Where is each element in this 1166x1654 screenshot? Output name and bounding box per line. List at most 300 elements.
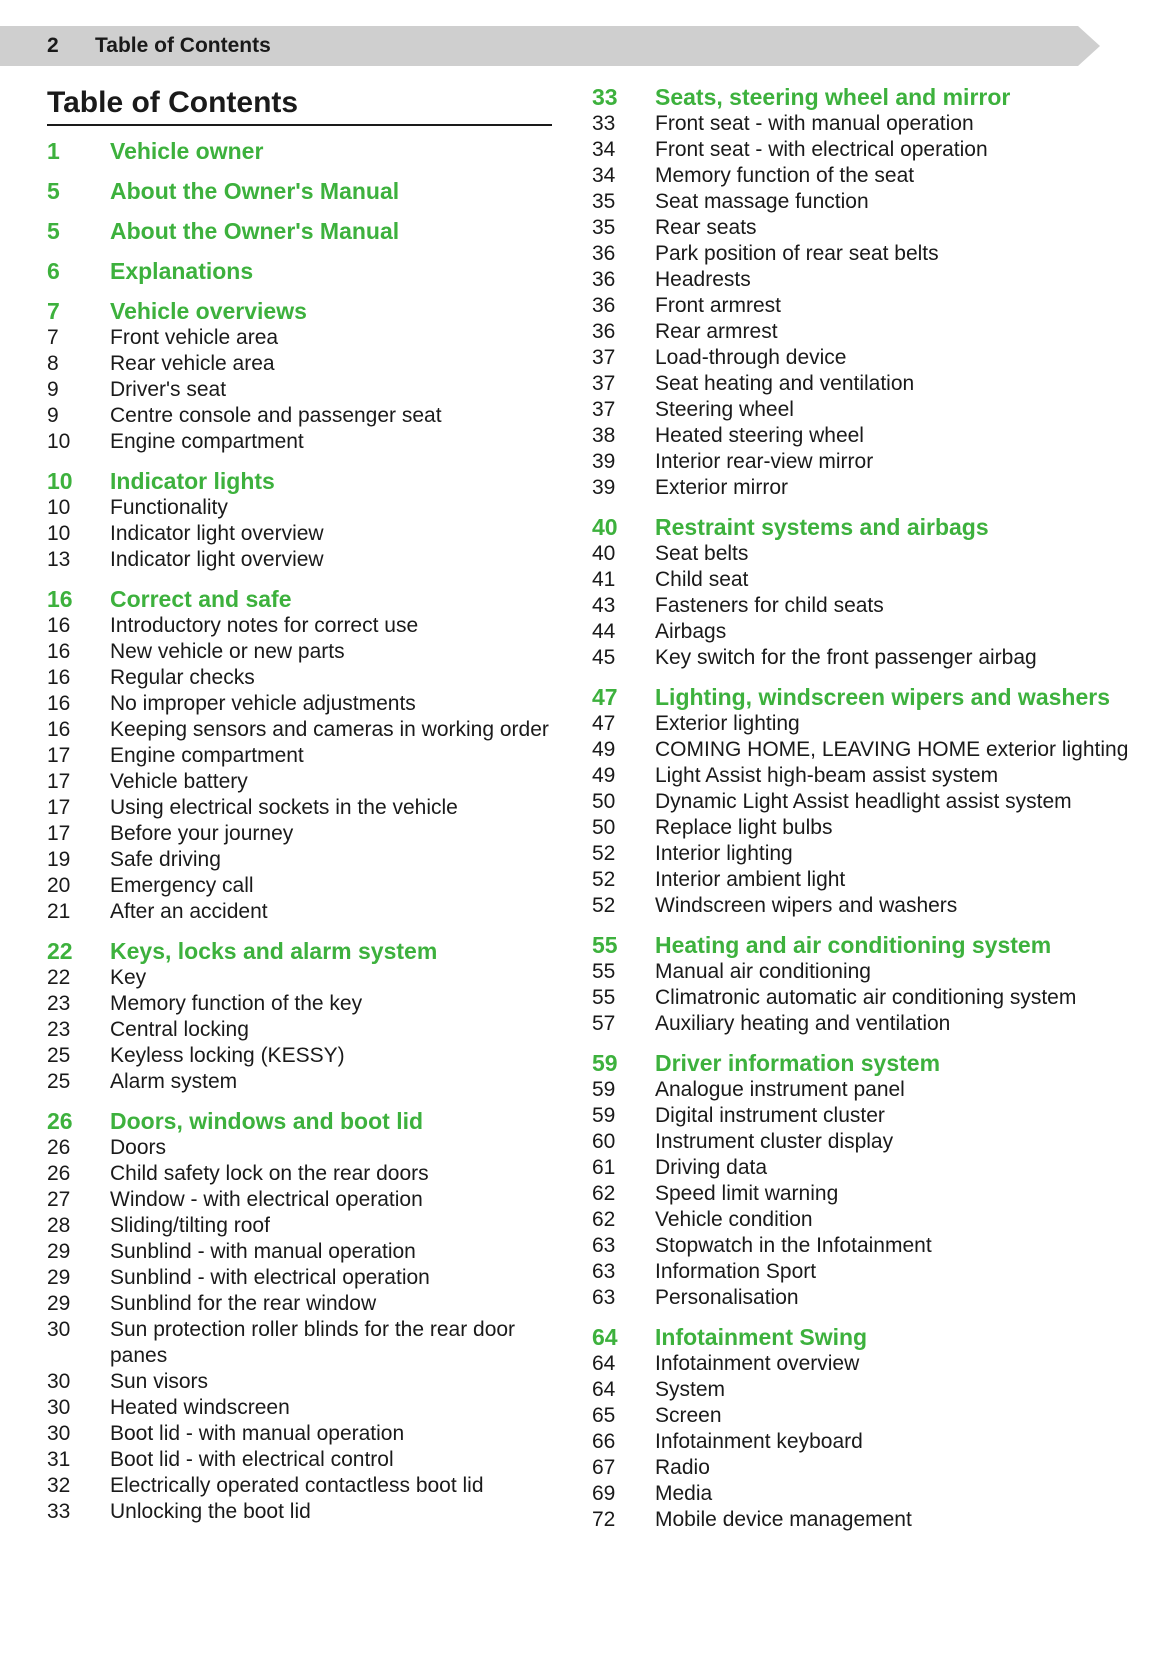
toc-entry[interactable] <box>592 959 1132 985</box>
section-page-number: 47 <box>592 684 618 710</box>
toc-entry[interactable] <box>47 613 557 639</box>
entry-title: Alarm system <box>110 1070 238 1093</box>
entry-page-number: 10 <box>47 496 71 519</box>
entry-title: Centre console and passenger seat <box>110 404 442 427</box>
entry-page-number: 40 <box>592 542 616 565</box>
entry-title: Window - with electrical operation <box>110 1188 423 1211</box>
toc-section <box>592 1049 1132 1311</box>
toc-section <box>47 585 557 925</box>
page-title: Table of Contents <box>47 86 299 119</box>
toc-entry[interactable] <box>47 795 557 821</box>
entry-page-number: 55 <box>592 960 616 983</box>
entry-page-number: 8 <box>47 352 59 375</box>
entry-page-number: 26 <box>47 1162 71 1185</box>
toc-section <box>592 931 1132 1037</box>
entry-title: Heated steering wheel <box>655 424 864 447</box>
toc-left-column <box>47 137 557 1525</box>
header-page-number: 2 <box>47 34 59 57</box>
toc-entry[interactable] <box>592 1259 1132 1285</box>
entry-title: Media <box>655 1482 713 1505</box>
section-title: Infotainment Swing <box>655 1324 868 1350</box>
entry-page-number: 30 <box>47 1318 71 1341</box>
entry-page-number: 50 <box>592 816 616 839</box>
toc-entry[interactable] <box>592 449 1132 475</box>
toc-entry[interactable] <box>592 789 1132 815</box>
entry-title: Sun protection roller blinds for the rear door panes <box>110 1318 516 1367</box>
entry-page-number: 16 <box>47 640 71 663</box>
toc-entry[interactable] <box>47 1473 557 1499</box>
entry-title: Using electrical sockets in the vehicle <box>110 796 458 819</box>
entry-title: Functionality <box>110 496 228 519</box>
entry-title: Introductory notes for correct use <box>110 614 419 637</box>
header-title: Table of Contents <box>95 34 271 57</box>
toc-entry[interactable] <box>47 873 557 899</box>
toc-entry[interactable] <box>47 899 557 925</box>
entry-page-number: 39 <box>592 476 616 499</box>
entry-page-number: 65 <box>592 1404 616 1427</box>
entry-page-number: 66 <box>592 1430 616 1453</box>
toc-entry[interactable] <box>592 567 1132 593</box>
section-title: Explanations <box>110 258 254 284</box>
toc-entry[interactable] <box>47 377 557 403</box>
entry-title: Engine compartment <box>110 430 304 453</box>
entry-title: Safe driving <box>110 848 221 871</box>
entry-page-number: 32 <box>47 1474 71 1497</box>
toc-section-heading[interactable] <box>592 83 1132 111</box>
entry-page-number: 43 <box>592 594 616 617</box>
entry-title: Child safety lock on the rear doors <box>110 1162 429 1185</box>
entry-title: Driver's seat <box>110 378 227 401</box>
entry-title: Infotainment keyboard <box>655 1430 863 1453</box>
entry-title: Seat massage function <box>655 190 869 213</box>
entry-page-number: 26 <box>47 1136 71 1159</box>
toc-section-heading[interactable] <box>47 467 557 495</box>
toc-entry[interactable] <box>47 1017 557 1043</box>
section-title: About the Owner's Manual <box>110 178 400 204</box>
toc-entry[interactable] <box>592 985 1132 1011</box>
entry-title: Radio <box>655 1456 710 1479</box>
toc-entry[interactable] <box>47 965 557 991</box>
toc-entry[interactable] <box>592 893 1132 919</box>
entry-page-number: 25 <box>47 1070 71 1093</box>
toc-entry[interactable] <box>592 867 1132 893</box>
entry-page-number: 36 <box>592 268 616 291</box>
entry-title: Digital instrument cluster <box>655 1104 885 1127</box>
entry-title: Mobile device management <box>655 1508 912 1531</box>
entry-page-number: 49 <box>592 764 616 787</box>
entry-page-number: 34 <box>592 164 616 187</box>
toc-entry[interactable] <box>47 769 557 795</box>
toc-entry[interactable] <box>47 1291 557 1317</box>
entry-title: New vehicle or new parts <box>110 640 345 663</box>
section-title: Keys, locks and alarm system <box>110 938 438 964</box>
section-page-number: 55 <box>592 932 618 958</box>
entry-title: Emergency call <box>110 874 254 897</box>
toc-entry[interactable] <box>592 1181 1132 1207</box>
toc-section-heading[interactable] <box>47 217 557 245</box>
toc-section-heading[interactable] <box>47 585 557 613</box>
toc-entry[interactable] <box>47 639 557 665</box>
section-page-number: 1 <box>47 138 60 164</box>
toc-entry[interactable] <box>47 521 557 547</box>
entry-title: Rear seats <box>655 216 757 239</box>
toc-right-column <box>592 83 1132 1533</box>
entry-page-number: 69 <box>592 1482 616 1505</box>
toc-entry[interactable] <box>592 293 1132 319</box>
entry-page-number: 10 <box>47 522 71 545</box>
toc-section <box>47 217 557 245</box>
section-page-number: 40 <box>592 514 618 540</box>
entry-page-number: 10 <box>47 430 71 453</box>
entry-title: Unlocking the boot lid <box>110 1500 311 1523</box>
entry-page-number: 67 <box>592 1456 616 1479</box>
toc-entry[interactable] <box>47 1395 557 1421</box>
title-divider <box>47 124 552 126</box>
toc-entry[interactable] <box>47 403 557 429</box>
entry-page-number: 39 <box>592 450 616 473</box>
entry-title: Front armrest <box>655 294 782 317</box>
entry-title: Central locking <box>110 1018 249 1041</box>
toc-entry[interactable] <box>47 1239 557 1265</box>
section-page-number: 6 <box>47 258 60 284</box>
entry-page-number: 33 <box>47 1500 71 1523</box>
toc-entry[interactable] <box>592 137 1132 163</box>
entry-title: Rear armrest <box>655 320 778 343</box>
toc-section-heading[interactable] <box>47 1107 557 1135</box>
entry-page-number: 29 <box>47 1240 71 1263</box>
toc-entry[interactable] <box>592 1077 1132 1103</box>
entry-page-number: 20 <box>47 874 71 897</box>
entry-title: Key switch for the front passenger airbag <box>655 646 1037 669</box>
entry-page-number: 59 <box>592 1104 616 1127</box>
toc-entry[interactable] <box>47 1421 557 1447</box>
entry-title: Infotainment overview <box>655 1352 860 1375</box>
entry-page-number: 19 <box>47 848 71 871</box>
entry-page-number: 60 <box>592 1130 616 1153</box>
toc-section-heading[interactable] <box>592 513 1132 541</box>
entry-title: Indicator light overview <box>110 522 324 545</box>
toc-entry[interactable] <box>47 1265 557 1291</box>
toc-entry[interactable] <box>592 319 1132 345</box>
entry-page-number: 17 <box>47 822 71 845</box>
entry-title: Speed limit warning <box>655 1182 839 1205</box>
toc-entry[interactable] <box>47 717 557 743</box>
entry-title: Regular checks <box>110 666 255 689</box>
entry-title: Doors <box>110 1136 167 1159</box>
entry-title: Memory function of the key <box>110 992 363 1015</box>
toc-entry[interactable] <box>47 1499 557 1525</box>
section-title: Restraint systems and airbags <box>655 514 989 540</box>
section-page-number: 64 <box>592 1324 618 1350</box>
toc-entry[interactable] <box>592 241 1132 267</box>
entry-page-number: 9 <box>47 404 59 427</box>
entry-title: Rear vehicle area <box>110 352 275 375</box>
entry-page-number: 57 <box>592 1012 616 1035</box>
section-title: Seats, steering wheel and mirror <box>655 84 1011 110</box>
entry-title: Sliding/tilting roof <box>110 1214 270 1237</box>
section-page-number: 16 <box>47 586 73 612</box>
toc-entry[interactable] <box>592 397 1132 423</box>
toc-entry[interactable] <box>47 1369 557 1395</box>
toc-entry[interactable] <box>47 547 557 573</box>
toc-entry[interactable] <box>592 841 1132 867</box>
entry-page-number: 45 <box>592 646 616 669</box>
entry-title: Exterior lighting <box>655 712 800 735</box>
toc-section-heading[interactable] <box>47 177 557 205</box>
toc-entry[interactable] <box>592 163 1132 189</box>
toc-entry[interactable] <box>47 665 557 691</box>
entry-title: Steering wheel <box>655 398 794 421</box>
toc-section-heading[interactable] <box>47 137 557 165</box>
toc-entry[interactable] <box>47 1213 557 1239</box>
toc-entry[interactable] <box>592 1377 1132 1403</box>
toc-section <box>47 137 557 165</box>
toc-entry[interactable] <box>592 711 1132 737</box>
entry-title: Screen <box>655 1404 722 1427</box>
entry-title: Front seat - with electrical operation <box>655 138 988 161</box>
toc-section <box>592 1323 1132 1533</box>
entry-title: Engine compartment <box>110 744 304 767</box>
entry-page-number: 36 <box>592 320 616 343</box>
entry-page-number: 30 <box>47 1422 71 1445</box>
toc-section-heading[interactable] <box>592 1049 1132 1077</box>
entry-title: Sunblind for the rear window <box>110 1292 377 1315</box>
toc-entry[interactable] <box>592 1103 1132 1129</box>
toc-entry[interactable] <box>47 691 557 717</box>
section-page-number: 5 <box>47 178 60 204</box>
entry-page-number: 17 <box>47 744 71 767</box>
entry-title: Instrument cluster display <box>655 1130 894 1153</box>
entry-page-number: 16 <box>47 666 71 689</box>
entry-page-number: 59 <box>592 1078 616 1101</box>
entry-title: Information Sport <box>655 1260 817 1283</box>
toc-section <box>47 937 557 1095</box>
entry-title: Sun visors <box>110 1370 209 1393</box>
entry-page-number: 33 <box>592 112 616 135</box>
section-page-number: 5 <box>47 218 60 244</box>
entry-title: Sunblind - with electrical operation <box>110 1266 430 1289</box>
entry-title: Exterior mirror <box>655 476 789 499</box>
entry-page-number: 22 <box>47 966 71 989</box>
toc-section-heading[interactable] <box>47 297 557 325</box>
entry-page-number: 37 <box>592 372 616 395</box>
entry-page-number: 25 <box>47 1044 71 1067</box>
entry-page-number: 13 <box>47 548 71 571</box>
toc-entry[interactable] <box>47 325 557 351</box>
entry-title: Headrests <box>655 268 751 291</box>
entry-page-number: 16 <box>47 692 71 715</box>
entry-page-number: 23 <box>47 992 71 1015</box>
entry-page-number: 62 <box>592 1182 616 1205</box>
toc-entry[interactable] <box>592 1129 1132 1155</box>
entry-page-number: 17 <box>47 796 71 819</box>
toc-entry[interactable] <box>47 1043 557 1069</box>
toc-entry[interactable] <box>47 743 557 769</box>
toc-entry[interactable] <box>592 1507 1132 1533</box>
section-page-number: 59 <box>592 1050 618 1076</box>
entry-title: Indicator light overview <box>110 548 324 571</box>
toc-entry[interactable] <box>592 1403 1132 1429</box>
section-page-number: 26 <box>47 1108 73 1134</box>
toc-section <box>47 467 557 573</box>
entry-page-number: 49 <box>592 738 616 761</box>
entry-page-number: 16 <box>47 718 71 741</box>
toc-entry[interactable] <box>592 1429 1132 1455</box>
entry-title: Auxiliary heating and ventilation <box>655 1012 951 1035</box>
toc-section <box>47 297 557 455</box>
toc-entry[interactable] <box>592 645 1132 671</box>
entry-title: Load-through device <box>655 346 847 369</box>
entry-page-number: 29 <box>47 1292 71 1315</box>
toc-entry[interactable] <box>47 1317 557 1369</box>
toc-entry[interactable] <box>592 1011 1132 1037</box>
entry-title: Sunblind - with manual operation <box>110 1240 416 1263</box>
toc-section-heading[interactable] <box>47 257 557 285</box>
toc-entry[interactable] <box>592 345 1132 371</box>
entry-page-number: 52 <box>592 894 616 917</box>
section-title: About the Owner's Manual <box>110 218 400 244</box>
entry-page-number: 55 <box>592 986 616 1009</box>
section-page-number: 33 <box>592 84 618 110</box>
toc-entry[interactable] <box>592 371 1132 397</box>
entry-page-number: 63 <box>592 1286 616 1309</box>
toc-entry[interactable] <box>47 991 557 1017</box>
toc-section-heading[interactable] <box>592 683 1132 711</box>
entry-title: Replace light bulbs <box>655 816 833 839</box>
entry-page-number: 47 <box>592 712 616 735</box>
entry-page-number: 21 <box>47 900 71 923</box>
entry-page-number: 30 <box>47 1370 71 1393</box>
toc-entry[interactable] <box>592 815 1132 841</box>
entry-title: Child seat <box>655 568 749 591</box>
toc-entry[interactable] <box>47 495 557 521</box>
entry-page-number: 36 <box>592 242 616 265</box>
entry-title: Front vehicle area <box>110 326 279 349</box>
toc-section <box>47 177 557 205</box>
entry-title: Windscreen wipers and washers <box>655 894 958 917</box>
toc-entry[interactable] <box>47 1135 557 1161</box>
entry-title: Vehicle condition <box>655 1208 813 1231</box>
section-title: Doors, windows and boot lid <box>110 1108 424 1134</box>
toc-entry[interactable] <box>47 1447 557 1473</box>
entry-page-number: 72 <box>592 1508 616 1531</box>
toc-entry[interactable] <box>592 1155 1132 1181</box>
entry-page-number: 64 <box>592 1378 616 1401</box>
toc-entry[interactable] <box>47 429 557 455</box>
entry-page-number: 28 <box>47 1214 71 1237</box>
toc-entry[interactable] <box>592 619 1132 645</box>
section-title: Heating and air conditioning system <box>655 932 1052 958</box>
toc-entry[interactable] <box>47 351 557 377</box>
entry-page-number: 34 <box>592 138 616 161</box>
entry-title: Before your journey <box>110 822 294 845</box>
entry-page-number: 31 <box>47 1448 71 1471</box>
toc-entry[interactable] <box>592 267 1132 293</box>
toc-entry[interactable] <box>47 1069 557 1095</box>
entry-title: Climatronic automatic air conditioning system <box>655 986 1077 1009</box>
entry-page-number: 29 <box>47 1266 71 1289</box>
entry-title: Front seat - with manual operation <box>655 112 974 135</box>
entry-page-number: 9 <box>47 378 59 401</box>
toc-section-heading[interactable] <box>592 931 1132 959</box>
entry-page-number: 16 <box>47 614 71 637</box>
toc-entry[interactable] <box>47 847 557 873</box>
entry-page-number: 30 <box>47 1396 71 1419</box>
entry-page-number: 38 <box>592 424 616 447</box>
toc-entry[interactable] <box>592 423 1132 449</box>
entry-page-number: 37 <box>592 346 616 369</box>
toc-entry[interactable] <box>47 1187 557 1213</box>
entry-page-number: 41 <box>592 568 616 591</box>
section-page-number: 7 <box>47 298 60 324</box>
entry-title: Airbags <box>655 620 727 643</box>
toc-section <box>47 1107 557 1525</box>
toc-section <box>47 257 557 285</box>
section-title: Correct and safe <box>110 586 292 612</box>
toc-section <box>592 513 1132 671</box>
entry-title: Analogue instrument panel <box>655 1078 905 1101</box>
toc-entry[interactable] <box>592 763 1132 789</box>
entry-title: Interior rear-view mirror <box>655 450 874 473</box>
section-title: Driver information system <box>655 1050 941 1076</box>
entry-page-number: 37 <box>592 398 616 421</box>
entry-title: Stopwatch in the Infotainment <box>655 1234 932 1257</box>
toc-entry[interactable] <box>47 1161 557 1187</box>
section-title: Vehicle overviews <box>110 298 307 324</box>
toc-entry[interactable] <box>592 215 1132 241</box>
section-title: Indicator lights <box>110 468 275 494</box>
toc-section-heading[interactable] <box>47 937 557 965</box>
entry-page-number: 63 <box>592 1260 616 1283</box>
entry-page-number: 63 <box>592 1234 616 1257</box>
entry-title: No improper vehicle adjustments <box>110 692 416 715</box>
entry-page-number: 7 <box>47 326 59 349</box>
toc-entry[interactable] <box>592 475 1132 501</box>
entry-title: Boot lid - with manual operation <box>110 1422 405 1445</box>
entry-page-number: 17 <box>47 770 71 793</box>
entry-page-number: 52 <box>592 868 616 891</box>
entry-page-number: 36 <box>592 294 616 317</box>
entry-page-number: 27 <box>47 1188 71 1211</box>
toc-entry[interactable] <box>592 1481 1132 1507</box>
entry-title: Seat belts <box>655 542 749 565</box>
toc-entry[interactable] <box>592 737 1132 763</box>
toc-entry[interactable] <box>592 189 1132 215</box>
entry-title: Memory function of the seat <box>655 164 915 187</box>
toc-entry[interactable] <box>592 111 1132 137</box>
toc-section <box>592 683 1132 919</box>
entry-page-number: 64 <box>592 1352 616 1375</box>
section-title: Vehicle owner <box>110 138 264 164</box>
entry-title: Dynamic Light Assist headlight assist system <box>655 790 1072 813</box>
toc-entry[interactable] <box>47 821 557 847</box>
toc-entry[interactable] <box>592 1351 1132 1377</box>
section-title: Lighting, windscreen wipers and washers <box>655 684 1110 710</box>
toc-entry[interactable] <box>592 1455 1132 1481</box>
entry-title: Fasteners for child seats <box>655 594 884 617</box>
toc-entry[interactable] <box>592 1207 1132 1233</box>
toc-entry[interactable] <box>592 541 1132 567</box>
section-page-number: 22 <box>47 938 73 964</box>
toc-entry[interactable] <box>592 593 1132 619</box>
toc-section-heading[interactable] <box>592 1323 1132 1351</box>
toc-entry[interactable] <box>592 1285 1132 1311</box>
entry-page-number: 35 <box>592 216 616 239</box>
entry-title: Manual air conditioning <box>655 960 871 983</box>
toc-entry[interactable] <box>592 1233 1132 1259</box>
entry-title: Boot lid - with electrical control <box>110 1448 394 1471</box>
entry-page-number: 61 <box>592 1156 616 1179</box>
